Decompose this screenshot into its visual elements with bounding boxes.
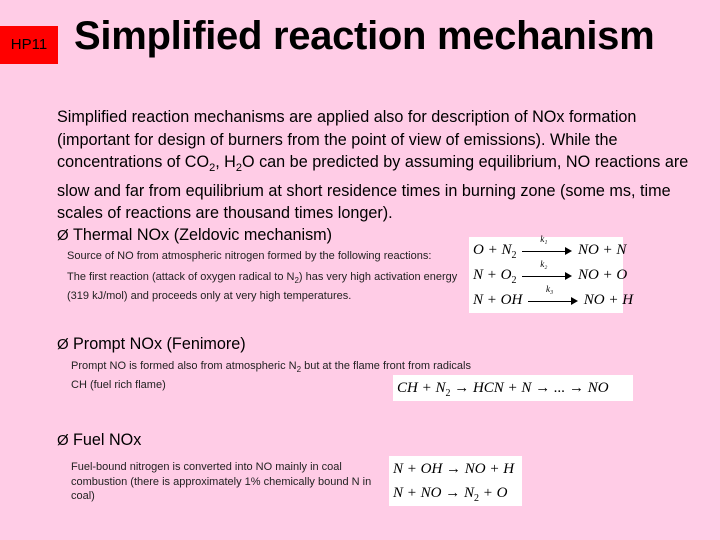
- fuel-note: Fuel-bound nitrogen is converted into NO mainly in coal combustion (there is approximately 1% chemically bound N in coal): [71, 461, 372, 502]
- thermal-note-2a: The first reaction (attack of oxygen radical to N: [67, 271, 295, 283]
- bullet-arrow-icon: Ø: [57, 227, 69, 244]
- thermal-note-1: Source of NO from atmospheric nitrogen formed by the following reactions:: [67, 250, 432, 262]
- eq3-rhs: NO + H: [583, 292, 634, 308]
- reaction-arrow-icon: →: [446, 461, 462, 477]
- eq1-rhs: NO + N: [577, 242, 627, 258]
- slide-number-badge: HP11: [0, 26, 58, 64]
- fenimore-reactants: CH + N: [397, 380, 446, 396]
- rate-constant-k1: k₁: [540, 233, 548, 244]
- reaction-arrow-icon: →: [454, 380, 470, 396]
- fenimore-intermediates: HCN + N: [472, 380, 532, 396]
- prompt-note-b: but at the flame front from radicals CH (fuel rich flame): [71, 360, 471, 391]
- fenimore-equation-row: [397, 376, 609, 400]
- fuel-equation-1: [393, 457, 514, 481]
- prompt-nox-heading-text: Prompt NOx (Fenimore): [73, 335, 246, 353]
- fenimore-equation: [393, 375, 633, 401]
- intro-text-2: , H: [215, 153, 236, 171]
- fuel-nox-heading: [57, 431, 141, 450]
- fuel-equation-2: [393, 481, 507, 505]
- intro-text-3: O can be predicted by assuming equilibrium, NO reactions are slow and far from equilibrium at short residence times in burning zone (some ms, time scales of reactions are thousand times longer).: [57, 153, 689, 223]
- prompt-note-sub: 2: [296, 365, 302, 375]
- intro-text-1: Simplified reaction mechanisms are applied also for description of NOx formation (important for design of burners from the point of view of emissions). While the concentrations of CO: [57, 108, 637, 171]
- reaction-arrow-icon: →: [535, 380, 551, 396]
- zeldovich-equation-3: [473, 283, 634, 312]
- prompt-nox-heading: [57, 335, 246, 354]
- prompt-note-a: Prompt NO is formed also from atmospheric N: [71, 360, 297, 372]
- thermal-note-2-sub: 2: [294, 276, 299, 286]
- intro-sub-1: 2: [209, 162, 216, 175]
- rate-arrow-icon: [522, 258, 572, 281]
- fenimore-ellipsis: ...: [553, 380, 566, 396]
- fuel-nox-heading-text: Fuel NOx: [73, 431, 142, 449]
- eq2-rhs: NO + O: [577, 267, 628, 283]
- thermal-nox-heading: [57, 226, 332, 245]
- intro-paragraph: [57, 106, 707, 225]
- fuel-eq1-lhs: N + OH: [393, 461, 443, 477]
- thermal-nox-heading-text: Thermal NOx (Zeldovic mechanism): [73, 226, 333, 244]
- rate-constant-k3: k₃: [546, 283, 554, 294]
- thermal-note-2: [67, 270, 465, 303]
- fuel-eq2-tail: + O: [478, 485, 508, 501]
- fenimore-product: NO: [587, 380, 609, 396]
- zeldovich-equation-1: [473, 233, 627, 262]
- reaction-arrow-icon: →: [568, 380, 584, 396]
- thermal-note-2b: ) has very high activation energy (319 kJ/mol) and proceeds only at very high temperatures.: [67, 271, 458, 302]
- rate-constant-k2: k₂: [540, 258, 548, 269]
- eq2-lhs: N + O: [473, 267, 512, 283]
- reaction-arrow-icon: →: [445, 485, 461, 501]
- slide-title: Simplified reaction mechanism: [74, 14, 655, 58]
- fuel-eq2-rhs: N: [463, 485, 474, 501]
- fuel-nox-equations: [389, 456, 522, 506]
- rate-arrow-icon: [522, 233, 572, 256]
- bullet-arrow-icon: Ø: [57, 432, 69, 449]
- fenimore-sub: 2: [445, 388, 451, 399]
- eq1-lhs: O + N: [473, 242, 512, 258]
- zeldovich-equations: [469, 233, 634, 313]
- fuel-eq2-sub: 2: [473, 493, 479, 504]
- bullet-arrow-icon: Ø: [57, 336, 69, 353]
- intro-sub-2: 2: [235, 162, 242, 175]
- eq2-sub: 2: [511, 275, 517, 286]
- eq1-sub: 2: [511, 250, 517, 261]
- eq3-lhs: N + OH: [473, 292, 523, 308]
- rate-arrow-icon: [528, 283, 578, 306]
- fuel-eq1-rhs: NO + H: [464, 461, 515, 477]
- fuel-eq2-lhs: N + NO: [393, 485, 442, 501]
